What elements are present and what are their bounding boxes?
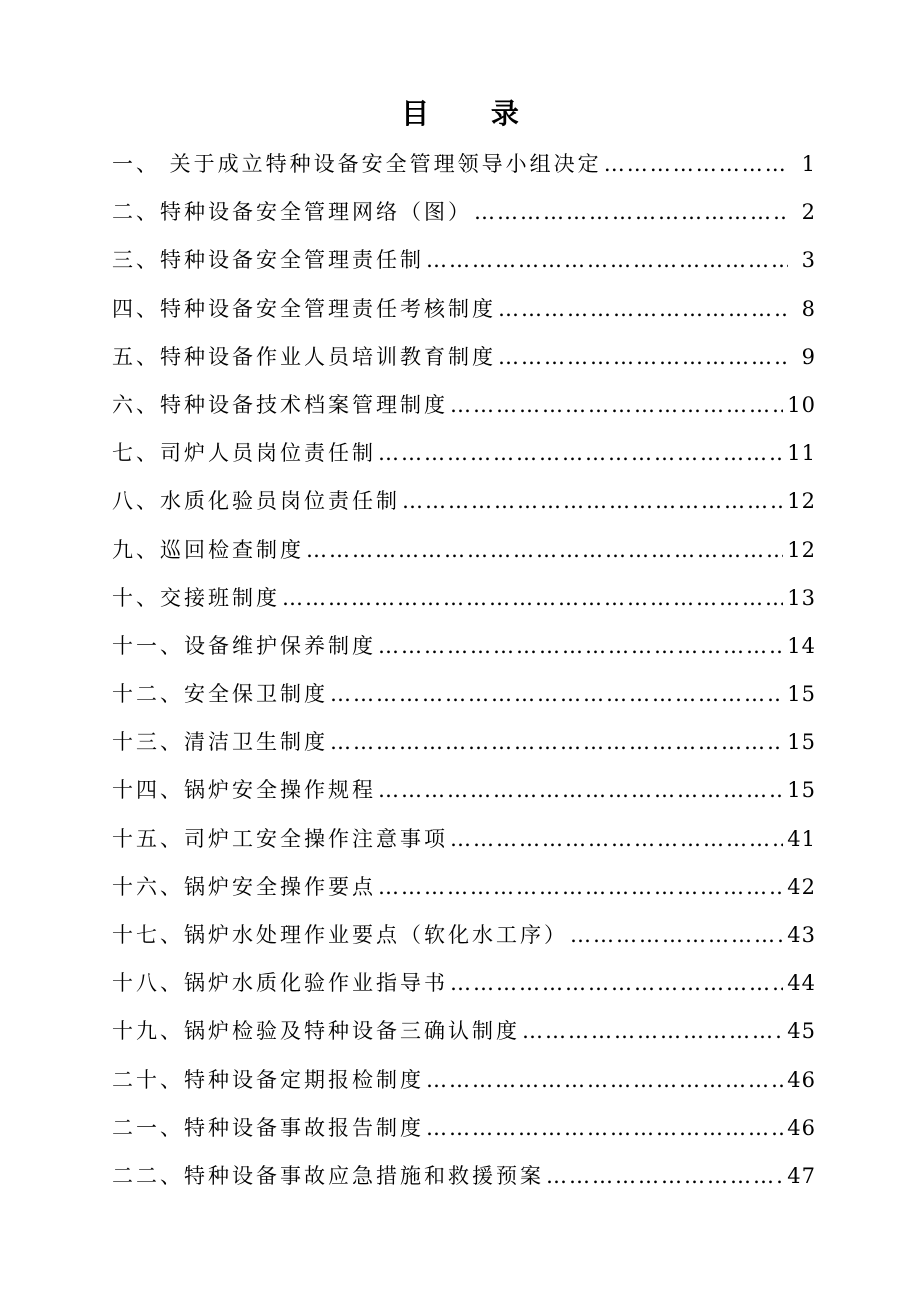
toc-entry-page: 2 <box>801 200 816 225</box>
toc-entry[interactable] <box>112 236 816 284</box>
toc-entry-page: 15 <box>787 730 816 755</box>
toc-entry[interactable] <box>112 477 816 525</box>
toc-leader-dots <box>426 1104 783 1152</box>
toc-entry-page: 10 <box>787 392 816 417</box>
toc-entry[interactable] <box>112 959 816 1007</box>
toc-leader-dots <box>474 188 788 236</box>
toc-entry[interactable] <box>112 333 816 381</box>
toc-entry-label: 十六、锅炉安全操作要点 <box>112 874 376 899</box>
toc-entry-page: 42 <box>787 874 816 899</box>
toc-entry-page: 14 <box>787 633 816 658</box>
toc-entry-label: 八、水质化验员岗位责任制 <box>112 489 400 514</box>
toc-entry[interactable] <box>112 188 816 236</box>
toc-leader-dots <box>306 526 783 574</box>
toc-entry-label: 十七、锅炉水处理作业要点（软化水工序） <box>112 923 568 947</box>
toc-entry-label: 四、特种设备安全管理责任考核制度 <box>112 296 496 321</box>
toc-entry-label: 十九、锅炉检验及特种设备三确认制度 <box>112 1019 520 1044</box>
toc-entry-label: 十一、设备维护保养制度 <box>112 633 376 658</box>
toc-entry[interactable] <box>112 526 816 574</box>
toc-entry[interactable] <box>112 381 816 429</box>
toc-entry[interactable] <box>112 911 816 959</box>
toc-entry[interactable] <box>112 766 816 814</box>
toc-entry-label: 十二、安全保卫制度 <box>112 682 328 707</box>
toc-leader-dots <box>522 1007 783 1055</box>
toc-entry[interactable] <box>112 140 816 188</box>
toc-entry-page: 12 <box>787 537 816 562</box>
toc-entry-page: 47 <box>787 1163 816 1188</box>
toc-entry-page: 9 <box>801 344 816 369</box>
toc-entry[interactable] <box>112 1104 816 1152</box>
toc-entry[interactable] <box>112 1056 816 1104</box>
toc-entry[interactable] <box>112 1007 816 1055</box>
toc-entry-label: 六、特种设备技术档案管理制度 <box>112 392 448 417</box>
toc-entry-page: 46 <box>787 1067 816 1092</box>
toc-entry-label: 十三、清洁卫生制度 <box>112 730 328 755</box>
toc-leader-dots <box>570 911 783 959</box>
toc-leader-dots <box>546 1152 783 1200</box>
toc-leader-dots <box>330 670 783 718</box>
toc-leader-dots <box>604 140 788 188</box>
toc-entry-label: 十四、锅炉安全操作规程 <box>112 778 376 803</box>
toc-entry[interactable] <box>112 863 816 911</box>
toc-entry[interactable] <box>112 815 816 863</box>
toc-leader-dots <box>498 285 788 333</box>
table-of-contents <box>112 140 816 1200</box>
toc-leader-dots <box>450 815 783 863</box>
toc-entry-page: 46 <box>787 1115 816 1140</box>
toc-entry[interactable] <box>112 1152 816 1200</box>
toc-entry[interactable] <box>112 574 816 622</box>
toc-leader-dots <box>378 766 783 814</box>
toc-entry-label: 二十、特种设备定期报检制度 <box>112 1067 424 1092</box>
toc-entry[interactable] <box>112 670 816 718</box>
toc-entry-label: 七、司炉人员岗位责任制 <box>112 441 376 466</box>
toc-leader-dots <box>330 718 783 766</box>
toc-entry-label: 二二、特种设备事故应急措施和救援预案 <box>112 1163 544 1188</box>
toc-entry-page: 41 <box>787 826 816 851</box>
page-title: 目 录 <box>401 97 545 130</box>
toc-leader-dots <box>450 959 783 1007</box>
toc-entry[interactable] <box>112 718 816 766</box>
toc-entry-page: 13 <box>787 585 816 610</box>
toc-leader-dots <box>426 1056 783 1104</box>
toc-entry-label: 三、特种设备安全管理责任制 <box>112 248 424 273</box>
toc-leader-dots <box>378 863 783 911</box>
toc-entry-page: 44 <box>787 971 816 996</box>
toc-leader-dots <box>282 574 783 622</box>
toc-entry-label: 一、 关于成立特种设备安全管理领导小组决定 <box>112 152 602 176</box>
toc-leader-dots <box>450 381 783 429</box>
toc-entry-page: 8 <box>801 296 816 321</box>
toc-entry[interactable] <box>112 285 816 333</box>
toc-entry[interactable] <box>112 622 816 670</box>
toc-leader-dots <box>498 333 788 381</box>
toc-entry-label: 五、特种设备作业人员培训教育制度 <box>112 344 496 369</box>
toc-entry-label: 九、巡回检查制度 <box>112 537 304 562</box>
toc-entry-label: 二一、特种设备事故报告制度 <box>112 1115 424 1140</box>
toc-entry-page: 11 <box>787 441 816 466</box>
toc-entry-label: 二、特种设备安全管理网络（图） <box>112 200 472 225</box>
toc-entry-label: 十五、司炉工安全操作注意事项 <box>112 826 448 851</box>
toc-entry-page: 43 <box>787 923 816 947</box>
toc-entry[interactable] <box>112 429 816 477</box>
toc-entry-label: 十八、锅炉水质化验作业指导书 <box>112 971 448 996</box>
toc-entry-page: 12 <box>787 489 816 514</box>
toc-entry-page: 3 <box>801 248 816 273</box>
toc-entry-page: 15 <box>787 778 816 803</box>
toc-entry-page: 1 <box>801 152 816 176</box>
toc-entry-page: 15 <box>787 682 816 707</box>
toc-leader-dots <box>378 622 783 670</box>
toc-entry-label: 十、交接班制度 <box>112 585 280 610</box>
toc-leader-dots <box>402 477 783 525</box>
toc-leader-dots <box>426 236 788 284</box>
toc-entry-page: 45 <box>787 1019 816 1044</box>
toc-leader-dots <box>378 429 783 477</box>
